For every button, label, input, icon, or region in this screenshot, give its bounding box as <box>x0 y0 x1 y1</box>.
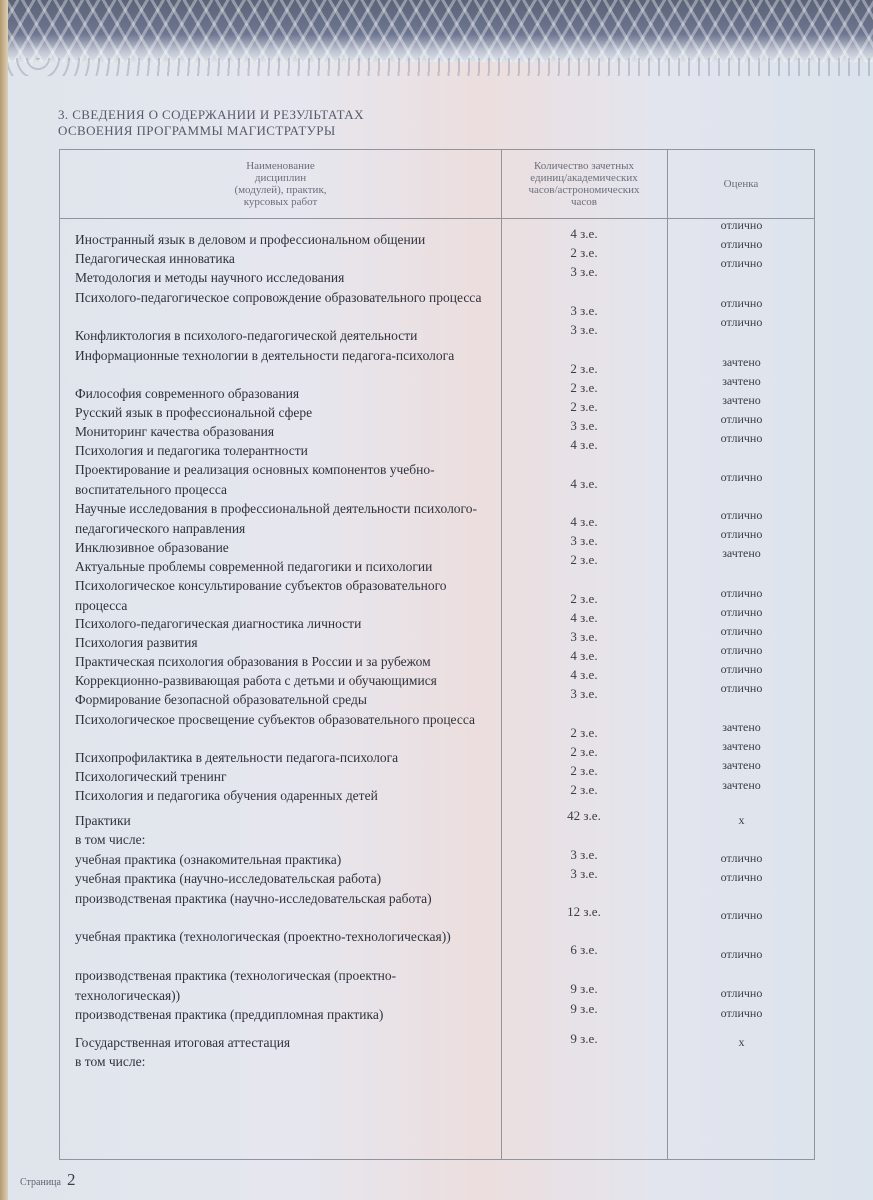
credit-units: 4 з.е. <box>570 514 598 529</box>
credit-units: 4 з.е. <box>570 226 598 241</box>
practice-name: производственая практика (технологическая (проектно-технологическая)) <box>75 968 397 1003</box>
discipline-name: Иностранный язык в деловом и профессиональном общении <box>75 232 426 247</box>
discipline-name: Формирование безопасной образовательной среды <box>75 692 367 707</box>
credit-units: 2 з.е. <box>570 399 598 414</box>
credit-units: 2 з.е. <box>570 552 598 567</box>
grade: отлично <box>720 508 763 522</box>
practice-name: учебная практика (технологическая (проектно-технологическая)) <box>75 929 451 944</box>
section-title-line-1: 3. СВЕДЕНИЯ О СОДЕРЖАНИИ И РЕЗУЛЬТАТАХ <box>58 107 364 122</box>
practice-units: 9 з.е. <box>570 981 598 996</box>
page-number: 2 <box>66 1170 76 1189</box>
page-label: Страница <box>20 1177 61 1188</box>
grade: отлично <box>720 237 763 251</box>
credit-units: 2 з.е. <box>570 380 598 395</box>
credit-units: 2 з.е. <box>570 245 598 260</box>
grade: отлично <box>720 256 763 270</box>
grade: отлично <box>720 643 763 657</box>
discipline-name: Инклюзивное образование <box>75 540 229 555</box>
grade: отлично <box>720 586 763 600</box>
header-line: Количество зачетных <box>533 160 635 172</box>
discipline-name: Проектирование и реализация основных компонентов учебно-воспитательного процесса <box>75 462 435 497</box>
grade: отлично <box>720 605 763 619</box>
grade: отлично <box>720 431 763 445</box>
credit-units: 3 з.е. <box>570 686 598 701</box>
header-line: Оценка <box>723 178 759 190</box>
discipline-name: Практическая психология образования в России и за рубежом <box>75 654 431 669</box>
discipline-name: Философия современного образования <box>75 386 300 401</box>
discipline-name: Научные исследования в профессиональной деятельности психолого-педагогического направления <box>75 501 478 536</box>
grade: отлично <box>720 412 763 426</box>
practice-grade: отлично <box>720 908 763 922</box>
grade: отлично <box>720 681 763 695</box>
grade: зачтено <box>722 739 761 753</box>
discipline-name: Психолого-педагогическое сопровождение образовательного процесса <box>75 290 482 305</box>
grade: зачтено <box>722 720 761 734</box>
discipline-name: Психологическое просвещение субъектов образовательного процесса <box>75 712 476 727</box>
header-line: дисциплин <box>254 172 307 184</box>
discipline-name: Психологический тренинг <box>75 769 227 784</box>
discipline-name: Информационные технологии в деятельности педагога-психолога <box>75 348 455 363</box>
grade: зачтено <box>722 393 761 407</box>
grade: зачтено <box>722 355 761 369</box>
page-footer <box>20 1170 75 1190</box>
grade: отлично <box>720 218 763 232</box>
practice-name: учебная практика (ознакомительная практика) <box>75 852 342 867</box>
practice-grade: отлично <box>720 1006 763 1020</box>
grade: зачтено <box>722 758 761 772</box>
credit-units: 3 з.е. <box>570 303 598 318</box>
header-grade <box>667 150 815 218</box>
credit-units: 2 з.е. <box>570 591 598 606</box>
practice-name: производственая практика (научно-исследовательская работа) <box>75 891 432 906</box>
credit-units: 2 з.е. <box>570 744 598 759</box>
page-edge <box>0 0 8 1200</box>
discipline-name: Методология и методы научного исследования <box>75 270 345 285</box>
discipline-name: Психопрофилактика в деятельности педагога-психолога <box>75 750 399 765</box>
practice-units: 9 з.е. <box>570 1001 598 1016</box>
discipline-name: Мониторинг качества образования <box>75 424 275 439</box>
header-line: Наименование <box>246 160 315 172</box>
grade: отлично <box>720 296 763 310</box>
credit-units: 3 з.е. <box>570 264 598 279</box>
header-line: часов <box>571 196 597 208</box>
practices-subtitle: в том числе: <box>75 832 146 847</box>
header-line: часов/астрономических <box>528 184 640 196</box>
attestation-title: Государственная итоговая аттестация <box>75 1035 291 1050</box>
section-title <box>58 107 364 139</box>
practice-grade: отлично <box>720 947 763 961</box>
grade: отлично <box>720 315 763 329</box>
header-line: (модулей), практик, <box>234 184 327 196</box>
discipline-name: Педагогическая инноватика <box>75 251 235 266</box>
credit-units: 2 з.е. <box>570 782 598 797</box>
header-credit-units <box>501 150 667 218</box>
header-line: единиц/академических <box>530 172 638 184</box>
attestation-units: 9 з.е. <box>570 1031 598 1046</box>
practice-grade: отлично <box>720 986 763 1000</box>
practice-units: 3 з.е. <box>570 866 598 881</box>
grade: зачтено <box>722 374 761 388</box>
results-table <box>59 149 815 1160</box>
grade: отлично <box>720 470 763 484</box>
grade: зачтено <box>722 778 761 792</box>
discipline-name: Психологическое консультирование субъектов образовательного процесса <box>75 578 447 613</box>
practices-grade: х <box>738 813 745 827</box>
credit-units: 2 з.е. <box>570 361 598 376</box>
grade: зачтено <box>722 546 761 560</box>
credit-units: 4 з.е. <box>570 667 598 682</box>
credit-units: 3 з.е. <box>570 629 598 644</box>
practice-units: 6 з.е. <box>570 942 598 957</box>
practice-units: 3 з.е. <box>570 847 598 862</box>
credit-units: 3 з.е. <box>570 322 598 337</box>
practice-grade: отлично <box>720 851 763 865</box>
practice-name: производственая практика (преддипломная практика) <box>75 1007 384 1022</box>
practices-total-units: 42 з.е. <box>567 808 601 823</box>
discipline-name: Конфликтология в психолого-педагогической деятельности <box>75 328 418 343</box>
header-line: курсовых работ <box>243 196 318 208</box>
practice-units: 12 з.е. <box>567 904 601 919</box>
discipline-name: Психология и педагогика обучения одаренных детей <box>75 788 378 803</box>
practice-name: учебная практика (научно-исследовательская работа) <box>75 871 382 886</box>
credit-units: 4 з.е. <box>570 648 598 663</box>
grade: отлично <box>720 527 763 541</box>
credit-units: 2 з.е. <box>570 725 598 740</box>
credit-units: 2 з.е. <box>570 763 598 778</box>
discipline-name: Психология и педагогика толерантности <box>75 443 308 458</box>
credit-units: 4 з.е. <box>570 437 598 452</box>
header-discipline-name <box>60 150 501 218</box>
discipline-name: Психология развития <box>75 635 198 650</box>
discipline-name: Психолого-педагогическая диагностика личности <box>75 616 362 631</box>
practices-title: Практики <box>75 813 131 828</box>
discipline-name: Коррекционно-развивающая работа с детьми и обучающимися <box>75 673 437 688</box>
credit-units: 4 з.е. <box>570 476 598 491</box>
practice-grade: отлично <box>720 870 763 884</box>
grade: отлично <box>720 662 763 676</box>
guilloche-border-pattern <box>8 0 873 62</box>
credit-units: 3 з.е. <box>570 533 598 548</box>
discipline-name: Актуальные проблемы современной педагогики и психологии <box>75 559 433 574</box>
attestation-grade: х <box>738 1035 745 1049</box>
credit-units: 3 з.е. <box>570 418 598 433</box>
discipline-name: Русский язык в профессиональной сфере <box>75 405 313 420</box>
grade: отлично <box>720 624 763 638</box>
section-title-line-2: ОСВОЕНИЯ ПРОГРАММЫ МАГИСТРАТУРЫ <box>58 123 336 138</box>
attestation-subtitle: в том числе: <box>75 1054 146 1069</box>
credit-units: 4 з.е. <box>570 610 598 625</box>
